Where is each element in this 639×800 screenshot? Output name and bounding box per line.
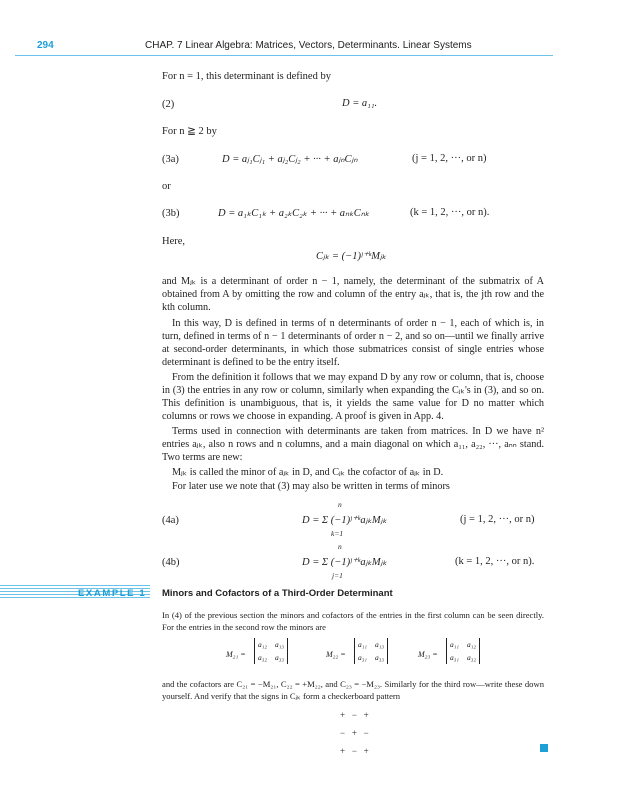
eq4b-sum-top: n [338, 542, 342, 551]
eq4b-cond: (k = 1, 2, ···, or n). [455, 556, 535, 567]
eq4a: D = Σ (−1)ʲ⁺ᵏaⱼₖMⱼₖ [302, 515, 387, 526]
eq4a-cond: (j = 1, 2, ···, or n) [460, 514, 535, 525]
line-n2: For n ≧ 2 by [162, 126, 217, 137]
eq4b: D = Σ (−1)ʲ⁺ᵏaⱼₖMⱼₖ [302, 557, 387, 568]
paragraph-minor-definition: and Mⱼₖ is a determinant of order n − 1, namely, the determinant of the submatrix of A obtained from A by omitting the row and column of the entry aⱼₖ, that is, the jth row and the kth column. [162, 276, 544, 313]
eq3a-cond: (j = 1, 2, ···, or n) [412, 153, 487, 164]
minor-m23: a₁₁ a₁₂ a₃₁ a₃₂ [446, 638, 480, 664]
m21-label: M₂₁ = [226, 650, 246, 659]
eq3b: D = a₁ₖC₁ₖ + a₂ₖC₂ₖ + ··· + aₙₖCₙₖ [218, 208, 370, 219]
or-text: or [162, 181, 171, 192]
example-intro-text: In (4) of the previous section the minors and cofactors of the entries in the first column can be seen directly. For the entries in the second row the minors are [162, 610, 544, 632]
header-rule [15, 55, 553, 56]
m23-label: M₂₃ = [418, 650, 438, 659]
eq4b-label: (4b) [162, 557, 180, 568]
eq2-label: (2) [162, 99, 175, 110]
eq2: D = a₁₁. [342, 98, 378, 109]
eq3b-label: (3b) [162, 208, 180, 219]
paragraph-expansion: From the definition it follows that we may expand D by any row or column, that is, choose in (3) the entries in any row or column, similarly when expanding the Cⱼₖ's in (3), and so on. This definition is unambiguous, that is, it yields the same value for D no matter which columns or rows we choose in expanding. A proof is given in App. 4. [162, 372, 544, 422]
m22-label: M₂₂ = [326, 650, 346, 659]
page-number: 294 [37, 40, 54, 51]
paragraph-terms: Terms used in connection with determinants are taken from matrices. In D we have n² entries aⱼₖ, also n rows and n columns, and a main diagonal on which a₁₁, a₂₂, ···, aₙₙ stand. Two terms are new: [162, 426, 544, 463]
eq3a: D = aⱼ₁Cⱼ₁ + aⱼ₂Cⱼ₂ + ··· + aⱼₙCⱼₙ [222, 154, 358, 165]
checker-row-3: + − + [340, 746, 369, 756]
minor-m21: a₁₂ a₁₃ a₃₂ a₃₃ [254, 638, 288, 664]
eq4a-label: (4a) [162, 515, 179, 526]
eq4b-sum-bottom: j=1 [332, 571, 343, 580]
eq3b-cond: (k = 1, 2, ···, or n). [410, 207, 490, 218]
cofactor-equation: Cⱼₖ = (−1)ʲ⁺ᵏMⱼₖ [316, 251, 387, 262]
chapter-title: CHAP. 7 Linear Algebra: Matrices, Vectors, Determinants. Linear Systems [145, 40, 472, 51]
here-text: Here, [162, 236, 186, 247]
paragraph-later-use: For later use we note that (3) may also be written in terms of minors [172, 481, 450, 492]
example-label: EXAMPLE 1 [78, 588, 147, 599]
eq4a-sum-bottom: k=1 [331, 529, 344, 538]
example-title: Minors and Cofactors of a Third-Order Determinant [162, 588, 393, 599]
eq3a-label: (3a) [162, 154, 179, 165]
paragraph-minor-cofactor: Mⱼₖ is called the minor of aⱼₖ in D, and Cⱼₖ the cofactor of aⱼₖ in D. [172, 467, 444, 478]
end-of-example-marker [540, 744, 548, 752]
checker-row-2: − + − [340, 728, 369, 738]
paragraph-recursion: In this way, D is defined in terms of n determinants of order n − 1, each of which is, in turn, defined in terms of n − 1 determinants of order n − 2, and so on—until we finally arrive at second-order determinants, in which those submatrices consist of single entries whose determinant is defined to be the entry itself. [162, 318, 544, 368]
example-cofactor-text: and the cofactors are C₂₁ = −M₂₁, C₂₂ = +M₂₂, and C₂₃ = −M₂₃. Similarly for the third row—write these down yourself. And verify that the signs in Cⱼₖ form a checkerboard pattern [162, 679, 544, 701]
minor-m22: a₁₁ a₁₃ a₃₁ a₃₃ [354, 638, 388, 664]
line-n1: For n = 1, this determinant is defined by [162, 71, 331, 82]
checker-row-1: + − + [340, 710, 369, 720]
eq4a-sum-top: n [338, 500, 342, 509]
